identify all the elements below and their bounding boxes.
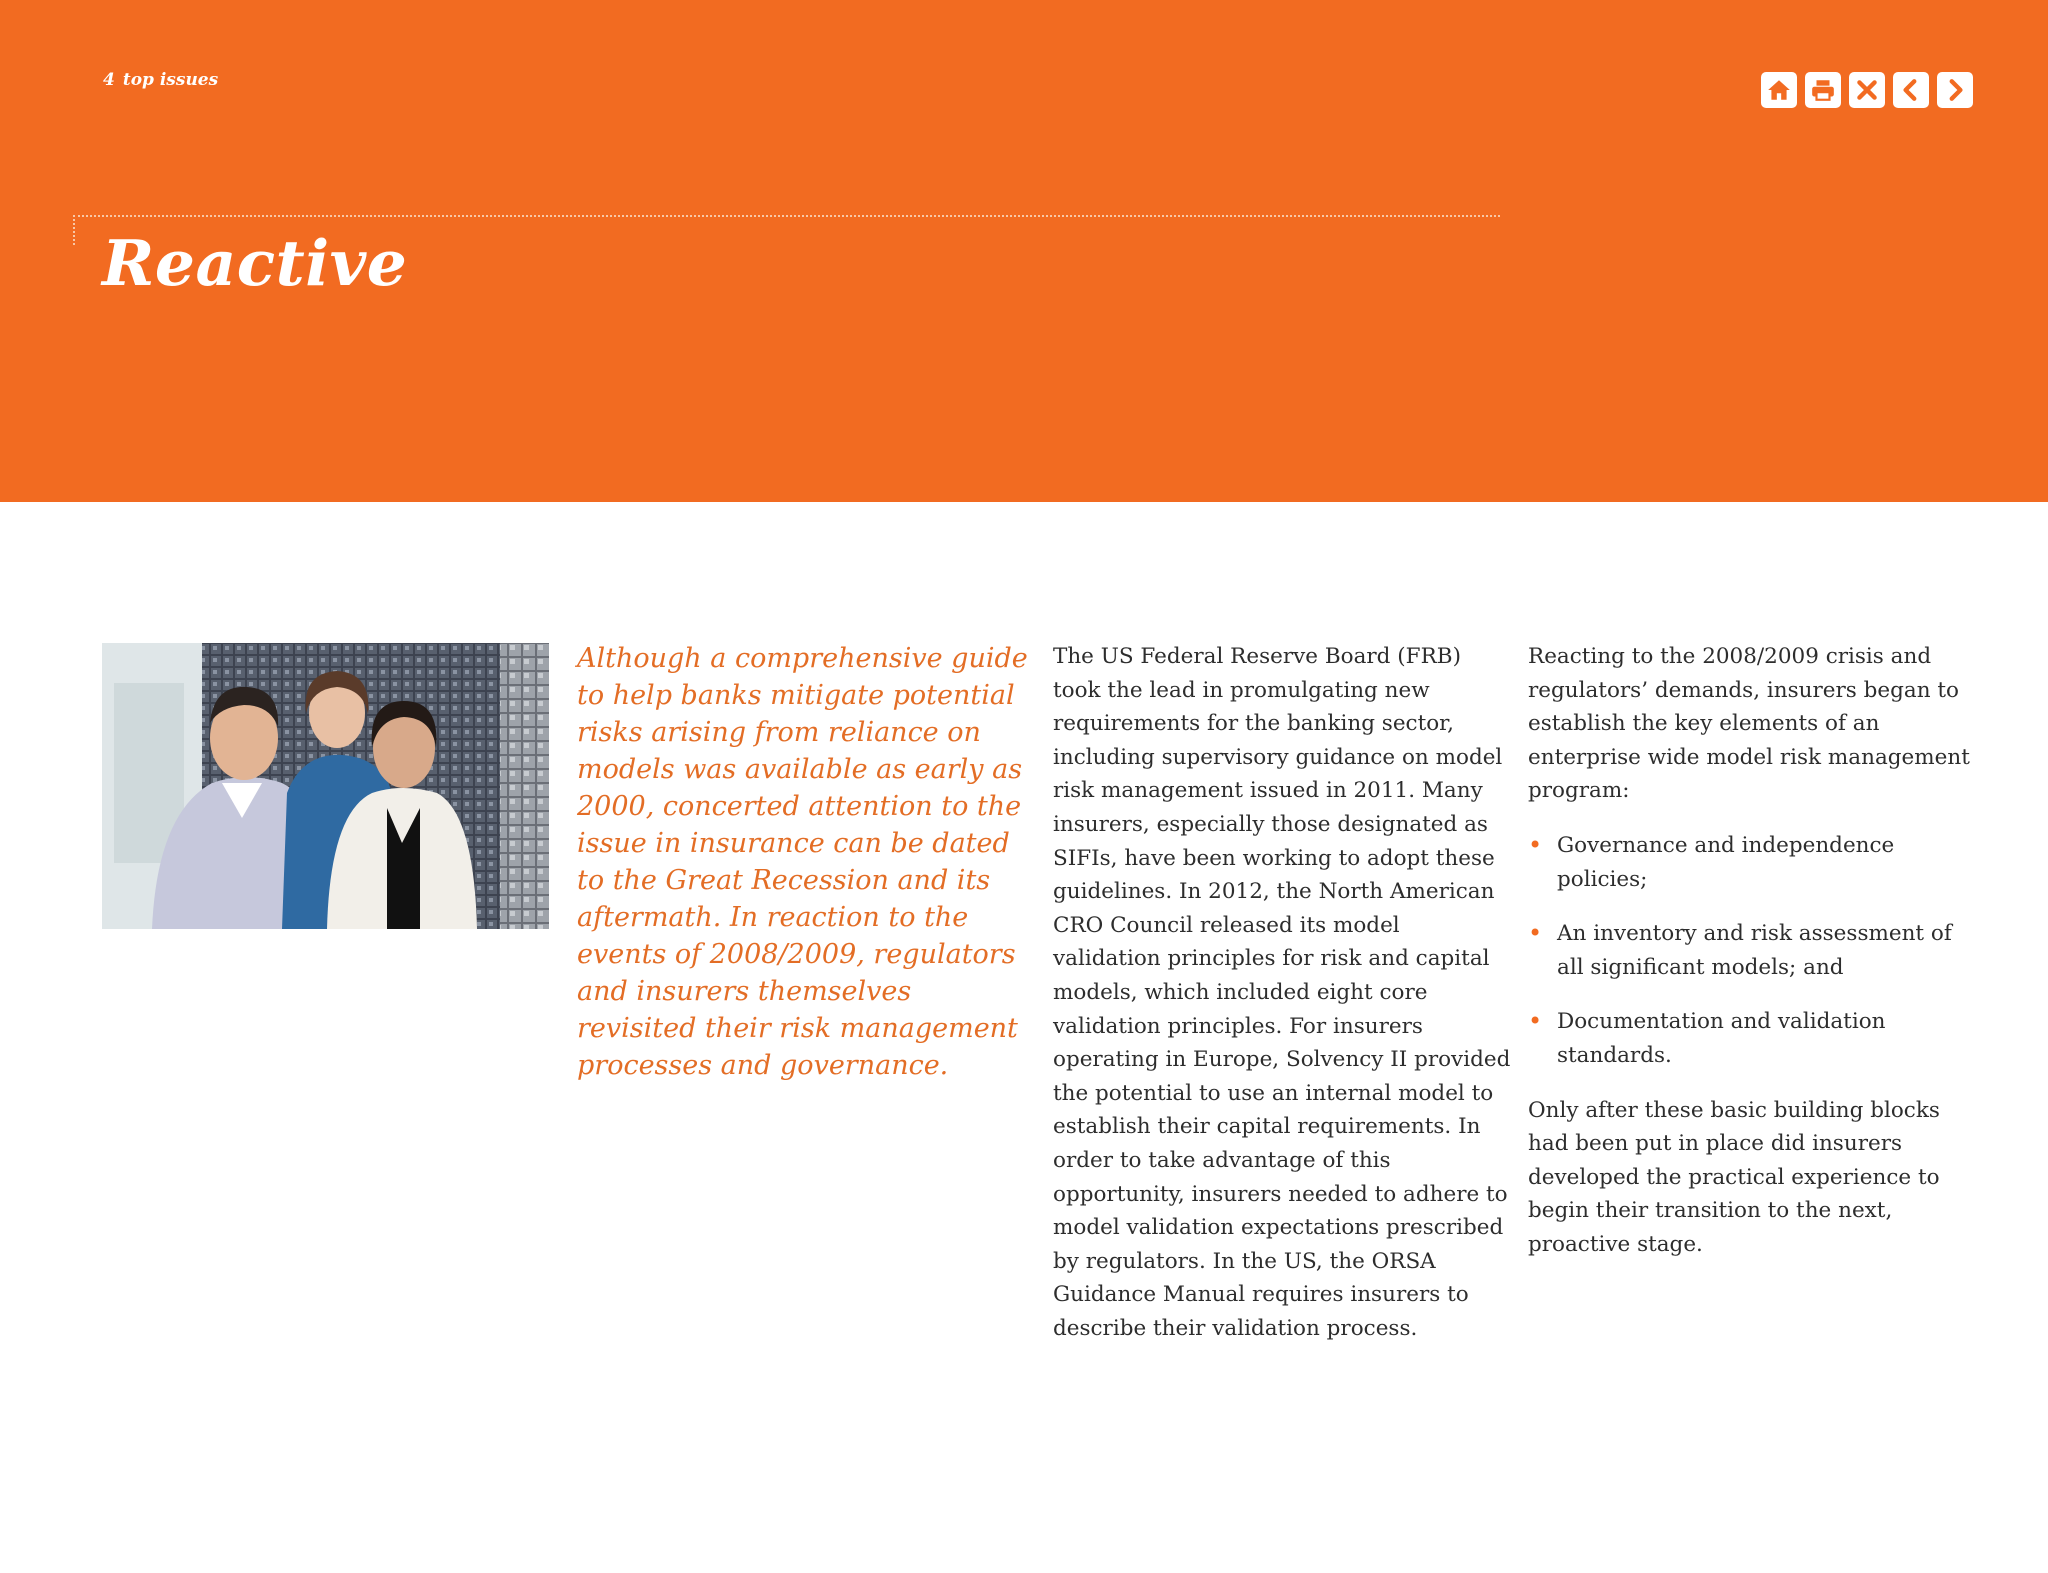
print-button[interactable] [1805,72,1841,108]
body-paragraph: The US Federal Reserve Board (FRB) took the lead in promulgating new requirements for the banking sector, including supervisory guidance on model risk management issued in 2011. Many insurers, especially those designated as SIFIs, have been working to adopt these guidelines. In 2012, the North American CRO Council released its model validation principles for risk and capital models, which included eight core validation principles. For insurers operating in Europe, Solvency II provided the potential to use an internal model to establish their capital requirements. In order to take advantage of this opportunity, insurers needed to adhere to model validation expectations prescribed by regulators. In the US, the ORSA Guidance Manual requires insurers to describe their validation process. [1053,644,1511,1341]
page-number: 4 [103,70,115,90]
chevron-right-icon [1942,77,1968,103]
page-title: Reactive [102,226,408,300]
nav-toolbar [1761,72,1973,108]
previous-button[interactable] [1893,72,1929,108]
list-item: • Documentation and validation standards. [1528,1005,1978,1072]
close-icon [1854,77,1880,103]
intro-paragraph: Reacting to the 2008/2009 crisis and regulators’ demands, insurers began to establish the key elements of an enterprise wide model risk management program: [1528,644,1970,804]
close-button[interactable] [1849,72,1885,108]
section-label: top issues [122,70,219,90]
body-column-right [1528,640,1978,1262]
home-icon [1766,77,1792,103]
outro-paragraph: Only after these basic building blocks had been put in place did insurers developed the practical experience to begin their transition to the next, proactive stage. [1528,1097,1940,1257]
pull-quote: Although a comprehensive guide to help banks mitigate potential risks arising from reliance on models was available as early as 2000, concerted attention to the issue in insurance can be dated to the Great Recession and its aftermath. In reaction to the events of 2008/2009, regulators and insurers themselves revisited their risk management processes and governance. [577,643,1028,1081]
next-button[interactable] [1937,72,1973,108]
chevron-left-icon [1898,77,1924,103]
elements-list [1528,829,1978,1073]
body-column-middle [1053,640,1513,1345]
section-kicker [103,70,218,90]
team-photo [102,643,549,929]
home-button[interactable] [1761,72,1797,108]
list-item: • An inventory and risk assessment of all significant models; and [1528,917,1978,984]
list-item: • Governance and independence policies; [1528,829,1978,896]
print-icon [1810,77,1836,103]
